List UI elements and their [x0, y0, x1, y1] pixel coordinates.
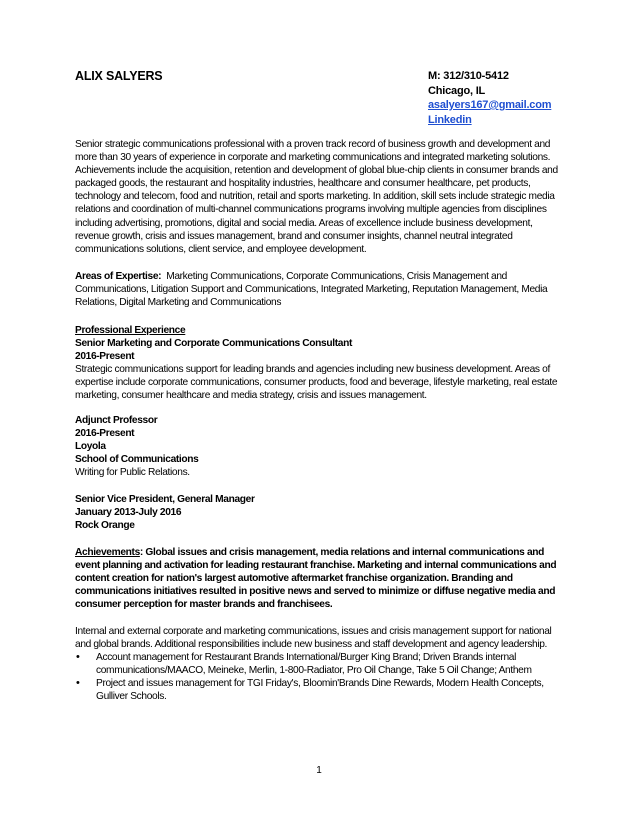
- job-description: Internal and external corporate and marketing communications, issues and crisis management support for national and global brands. Additional responsibilities include new business and staff development and agency leadership.: [75, 626, 552, 651]
- candidate-name: ALIX SALYERS: [75, 69, 163, 83]
- job-dates: January 2013-July 2016: [75, 507, 182, 519]
- areas-of-expertise: [75, 270, 565, 309]
- areas-text: Marketing Communications, Corporate Communications, Crisis Management and Communications, Litigation Support and Communications, Integrated Marketing, Reputation Management, Media Relations, Digital Marketing and Communications: [75, 271, 548, 309]
- bullet-item: • Account management for Restaurant Brands International/Burger King Brand; Driven Brands internal communications/MAACO, Meineke, Merlin, 1-800-Radiator, Pro Oil Change, Take 5 Oil Change; Anthem: [75, 651, 565, 677]
- areas-label: Areas of Expertise:: [75, 271, 162, 282]
- location: Chicago, IL: [428, 84, 486, 97]
- job-title: Senior Marketing and Corporate Communications Consultant: [75, 338, 352, 350]
- job-dates: 2016-Present: [75, 351, 135, 363]
- job-description: Strategic communications support for leading brands and agencies including new business development. Areas of expertise include corporate communications, consumer products, food and beverage, lifestyle marketing, real estate marketing, consumer healthcare and media strategy, crisis and issues management.: [75, 364, 558, 402]
- phone-number: M: 312/310-5412: [428, 70, 509, 82]
- bullet-item: • Project and issues management for TGI Friday's, Bloomin'Brands Dine Rewards, Modern Health Concepts, Gulliver Schools.: [75, 677, 565, 703]
- email-link[interactable]: asalyers167@gmail.com: [428, 99, 552, 111]
- adjunct-professor-entry: [75, 414, 565, 479]
- section-heading: Professional Experience: [75, 325, 186, 336]
- job-description: Writing for Public Relations.: [75, 467, 190, 479]
- school: School of Communications: [75, 454, 199, 466]
- job-title: Adjunct Professor: [75, 415, 158, 426]
- organization: Loyola: [75, 441, 106, 453]
- svp-responsibilities: [75, 625, 565, 704]
- achievements-label: Achievements: [75, 547, 140, 558]
- professional-experience: [75, 324, 565, 403]
- linkedin-link[interactable]: Linkedin: [428, 113, 472, 126]
- achievements-paragraph: [75, 546, 565, 611]
- job-title: Senior Vice President, General Manager: [75, 494, 255, 505]
- job-dates: 2016-Present: [75, 428, 135, 440]
- page-number: 1: [316, 765, 322, 776]
- bullet-list: [75, 651, 565, 703]
- summary-paragraph: Senior strategic communications professional with a proven track record of business growth and development and more than 30 years of experience in corporate and marketing communications and integrated marketing solutions. Achievements include the acquisition, retention and development of global blue-chip clients in consumer brands and packaged goods, the restaurant and hospitality industries, healthcare and consumer healthcare, pet products, technology and telecom, food and nutrition, retail and sports marketing. In addition, skill sets include strategic media relations and coordination of multi-channel communications programs involving multiple agencies from disciplines including advertising, promotions, digital and social media. Areas of excellence include business development, revenue growth, crisis and issues management, brand and consumer insights, channel neutral integrated communications solutions, client service, and employee development.: [75, 139, 558, 255]
- achievements-text: : Global issues and crisis management, media relations and internal communications and event planning and activation for leading restaurant franchise. Marketing and internal communications and content creation for nation's largest automotive aftermarket franchise organization. Branding and communications initiatives resulted in positive news and served to minimize or diffuse negative media and consumer perception for master brands and franchisees.: [75, 547, 557, 611]
- svp-entry: [75, 493, 565, 532]
- company: Rock Orange: [75, 520, 135, 532]
- contact-block: [428, 69, 551, 127]
